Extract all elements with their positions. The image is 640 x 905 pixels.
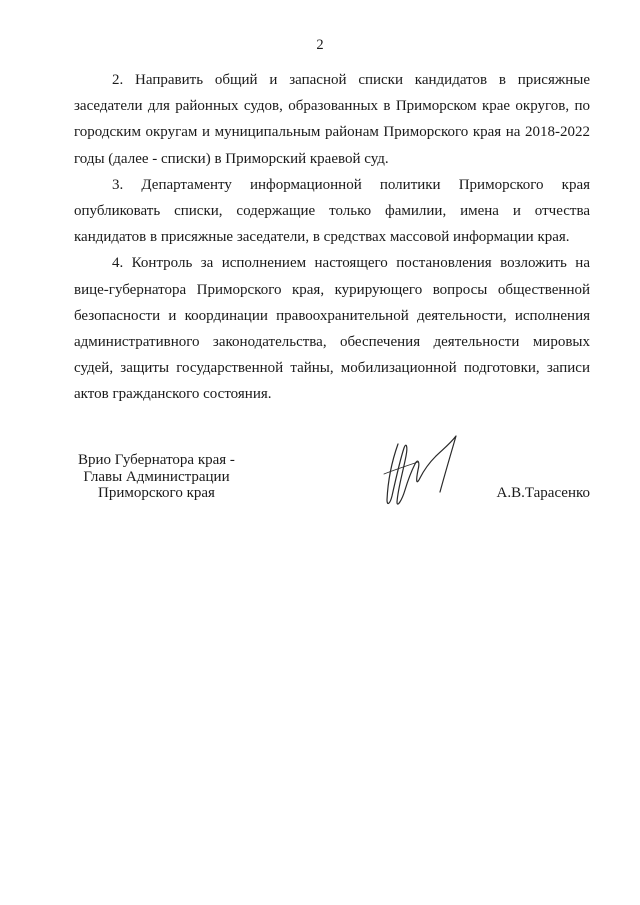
- handwritten-signature: [378, 430, 468, 516]
- signer-name: А.В.Тарасенко: [496, 485, 590, 501]
- signer-position: [78, 452, 235, 502]
- position-line-1: Врио Губернатора края -: [78, 452, 235, 468]
- position-line-3: Приморского края: [98, 485, 215, 501]
- paragraph-2: 2. Направить общий и запасной списки кандидатов в присяжные заседатели для районных судов, образованных в Приморском крае округов, по городским округам и муниципальным районам Приморского края на 2018-2022 годы (далее - списки) в Приморский краевой суд.: [74, 72, 590, 167]
- document-body: [74, 67, 590, 408]
- position-line-2: Главы Администрации: [83, 468, 230, 485]
- paragraph-3: 3. Департаменту информационной политики Приморского края опубликовать списки, содержащие только фамилии, имена и отчества кандидатов в присяжные заседатели, в средствах массовой информации края.: [74, 176, 590, 246]
- page-number: 2: [316, 37, 324, 53]
- signature-block: [78, 452, 598, 522]
- paragraph-4: 4. Контроль за исполнением настоящего постановления возложить на вице-губернатора Приморского края, курирующего вопросы общественной безопасности и координации правоохранительной деятельности, исполнения административного законодательства, обеспечения деятельности мировых судей, защиты государственной тайны, мобилизационной подготовки, записи актов гражданского состояния.: [74, 255, 590, 403]
